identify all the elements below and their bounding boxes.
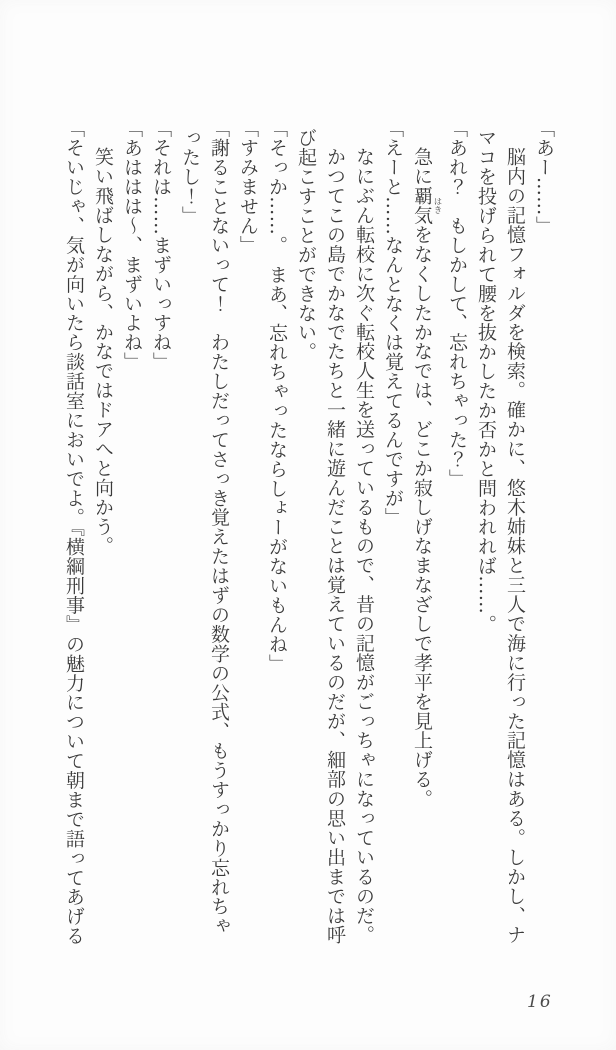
paragraph: 脳内の記憶フォルダを検索。確かに、悠木姉妹と三人で海に行った記憶はある。しかし、ナマコを投げられて腰を抜かしたか否かと問われれば……。 <box>475 128 526 945</box>
paragraph: なにぶん転校に次ぐ転校人生を送っているもので、昔の記憶がごっちゃになっているのだ。 <box>353 147 375 945</box>
paragraph: 「謝ることないって！ わたしだってさっき覚えたはずの数学の公式、もうすっかり忘れちゃったし！」 <box>179 128 230 936</box>
ruby-base: 覇気 <box>411 185 433 225</box>
paragraph: 「すみません」 <box>237 128 259 255</box>
ruby-pre-text: 急に <box>411 147 433 186</box>
furigana: はき <box>432 185 442 225</box>
paragraph <box>407 128 442 946</box>
paragraph: 「あははは～、まずいよね」 <box>121 128 143 372</box>
paragraph: かつてこの島でかなでたちと一緒に遊んだことは覚えているのだが、細部の思い出までは呼び起こすことができない。 <box>295 128 346 945</box>
ruby-annotated-word <box>411 185 442 225</box>
text-block <box>59 128 558 946</box>
paragraph: 「それは……まずいっすね」 <box>150 128 172 372</box>
paragraph: 「あれ？ もしかして、忘れちゃった？」 <box>446 128 468 489</box>
page-number: 16 <box>527 992 553 1012</box>
ruby-post-text: をなくしたかなでは、どこか寂しげなまなざしで孝平を見上げる。 <box>411 224 433 809</box>
paragraph: 笑い飛ばしながら、かなではドアへと向かう。 <box>92 147 114 556</box>
paragraph: 「えーと……なんとなくは覚えてるんですが」 <box>382 128 404 527</box>
paragraph: 「そっか……。 まあ、忘れちゃったならしょーがないもんね」 <box>266 128 288 674</box>
paragraph: 「あー……」 <box>533 128 555 236</box>
paragraph: 「そいじゃ、気が向いたら談話室においでよ。『横綱刑事』の魅力について朝まで語ってあげる <box>63 128 85 946</box>
